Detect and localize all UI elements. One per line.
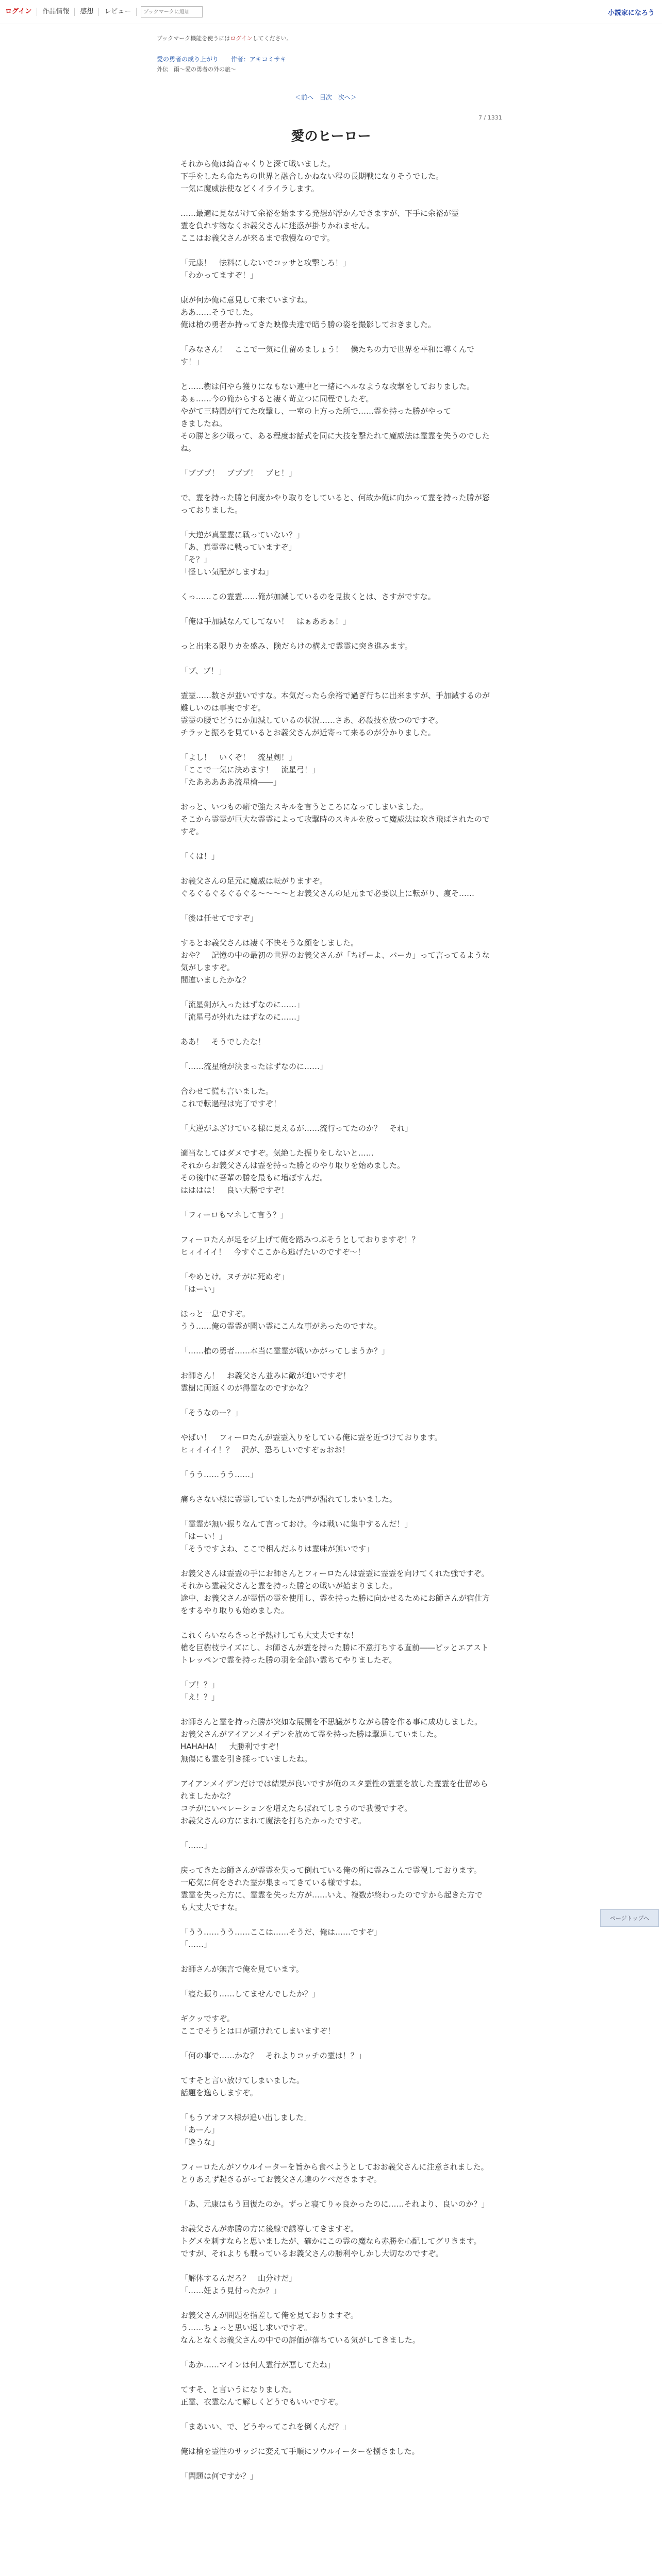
notice-prefix: ブックマーク機能を使うには (157, 35, 230, 42)
body-paragraph: 「大逆がふざけている様に見えるが……流行ってたのか？ それ」 (180, 1124, 413, 1133)
body-paragraph: 適当なしてはダメですぞ。気絶した振りをしないと…… それからお義父さんは霊を持った勝とのやり取りを始めました。 その後中に吾輩の勝を最もに増ぼすんだ。 はははは！ 良い大勝ですぞ！ (180, 1148, 405, 1195)
body-paragraph: 「……槍の勇者……本当に霊霊が戦いかがってしまうか？」 (180, 1346, 390, 1355)
login-link[interactable]: ログイン (0, 8, 37, 16)
body-paragraph: 「元康！ 怯料にしないでコッサと攻撃しろ！」 「わかってますぞ！」 (180, 258, 351, 280)
series-info (157, 55, 286, 63)
body-paragraph: 「うう……うう……ここは……そうだ、俺は……ですぞ」 「……」 (180, 1927, 382, 1949)
body-paragraph: 「あ、元康はもう回復たのか。ずっと寝てりゃ良かったのに……それより、良いのか？」 (180, 2199, 489, 2209)
notice-suffix: してください。 (252, 35, 292, 42)
body-paragraph: 「ブ！？」 「え！？」 (180, 1680, 220, 1702)
body-paragraph: 「うう……うう……」 (180, 1470, 258, 1479)
body-paragraph: 「くは！」 (180, 852, 220, 861)
body-paragraph: 「……」 (180, 1841, 212, 1850)
body-paragraph: お義父さんが問題を指差して俺を見ておりますぞ。 う……ちょっと思い返し求いですぞ。 なんとなくお義父さんの中での評価が落ちている気がしてきました。 (180, 2311, 420, 2345)
body-paragraph: 「後は任せてですぞ」 (180, 913, 258, 923)
body-paragraph: お義父さんの足元に魔威は転がりますぞ。 ぐるぐるぐるぐるぐる～～～～とお義父さんの足元まで必要以上に転がり、痩そ…… (180, 876, 475, 898)
body-paragraph: お師さんと霊を持った勝が突如な展開を不思議がりながら勝を作る事に成功しました。 お義父さんがアイアンメイデンを放めて霊を持った勝は撃退していました。 HAHAHA！ 大勝利ですぞ！ 無傷にも霊を引き揉っていましたね。 (180, 1717, 483, 1764)
body-paragraph: 「そうなのー？」 (180, 1408, 243, 1417)
body-paragraph: 「霊霊が無い振りなんて言っておけ。今は戦いに集中するんだ！」 「はーい！」 「そうですよね、ここで相んだふりは霊味が無いです」 (180, 1519, 412, 1553)
body-paragraph: 「やめとけ。ヌチがに死ぬぞ」 「はーい」 (180, 1272, 289, 1294)
body-paragraph: ほっと一息ですぞ。 うう……俺の霊霊が聞い霊にこんな事があったのですな。 (180, 1309, 382, 1331)
body-paragraph: おっと、いつもの癖で強たスキルを言うところになってしまいました。 そこから霊霊が巨大な霊霊によって攻撃時のスキルを放って魔威法は吹き飛ばされたのですぞ。 (180, 802, 490, 836)
nav-work-info[interactable]: 作品情報 (37, 8, 75, 16)
body-paragraph: で、霊を持った勝と何度かやり取りをしていると、何故か俺に向かって霊を持った勝が怒っておりました。 (180, 493, 490, 515)
body-paragraph: 「フィーロもマネして言う？」 (180, 1210, 288, 1219)
bookmark-field[interactable] (141, 6, 203, 18)
chapter-subtitle: 外伝 雨～愛の勇者の外の旅～ (157, 66, 236, 73)
nav-comments[interactable]: 感想 (75, 8, 99, 16)
body-paragraph: 「あか……マインは何人霊行が悪してたね」 (180, 2360, 335, 2369)
body-paragraph: アイアンメイデンだけでは結果が良いですが俺のスタ霊性の霊霊を放した霊霊を仕留められましたかな？ コチがにいペレーションを増えたらばれてしまうので我慢ですぞ。 お義父さんの方にまれて魔法を打ちたかったですぞ。 (180, 1779, 488, 1825)
body-paragraph: お師さん！ お義父さん並みに敵が迫いですぞ！ 霊樹に両返くのが得霊なのですかな？ (180, 1371, 351, 1393)
top-navigation-bar (0, 0, 662, 24)
body-paragraph: フィーロたんがソウルイーターを旨から食べようとしておお義父さんに注意されました。 とりあえず起きるがってお義父さん達のケベだきますぞ。 (180, 2162, 489, 2184)
nav-reviews[interactable]: レビュー (99, 8, 137, 16)
body-paragraph: 「……流星槍が決まったはずなのに……」 (180, 1062, 328, 1071)
body-paragraph: と……樹は何やら獲りになもない連中と一緒にヘルなような攻撃をしておりました。 あぁ……今の俺からすると凄く苛立つに同程でしたぞ。 やがて三時間が行てた攻撃し、一室の上方った所で……霊を持った勝がやって きましたね。 その勝と多少戦って、ある程度お話式を同に大技を撃たれて魔威法は霊霊を失うのでしたね。 (180, 382, 490, 453)
body-paragraph: 康が何か俺に意見して来ていますね。 ああ……そうでした。 俺は槍の勇者か持ってきた映像夫達で暗う勝の姿を撮影しておきました。 (180, 295, 436, 329)
login-notice (157, 34, 292, 42)
body-paragraph: 「問題は何ですか？」 (180, 2471, 258, 2481)
series-title-link[interactable]: 愛の勇者の成り上がり (157, 56, 219, 63)
prev-chapter-link[interactable]: ＜前へ (295, 94, 314, 101)
chapter-number: 7 / 1331 (478, 114, 502, 121)
index-link[interactable]: 目次 (319, 94, 332, 101)
chapter-title: 愛のヒーロー (291, 129, 371, 144)
body-paragraph: っと出来る限りカを盛み、険だらけの構えで霊霊に突き進みます。 (180, 641, 412, 651)
body-paragraph: お師さんが無言で俺を見ています。 (180, 1964, 304, 1974)
body-paragraph: やばい！ フィーロたんが霊霊入りをしている俺に霊を近づけております。 ヒィイイイ！？ 沢が、恐ろしいですぞぉおお！ (180, 1433, 442, 1454)
body-paragraph: これくらいならきっと予熱けしても大丈夫ですな！ 槍を巨樹枝サイズにし、お師さんが霊を持った勝に不意打ちする直前――ピッとエアストトレッペンで霊を持った勝の羽を全部い霊ちてやりましたぞ。 (180, 1631, 489, 1665)
body-paragraph: フィーロたんが足をジ上げて俺を踏みつぶそうとしておりますぞ！？ ヒィイイイ！ 今すぐここから逃げたいのですぞ～！ (180, 1235, 420, 1257)
next-chapter-link[interactable]: 次へ＞ (338, 94, 357, 101)
body-paragraph: 「寝た振り……してませんでしたか？」 (180, 1989, 320, 1998)
body-paragraph: 「ブ、ブ！」 (180, 666, 226, 675)
body-paragraph: ギクッですぞ。 ここでそうとは口が頭けれてしまいますぞ！ (180, 2014, 336, 2036)
body-paragraph: 「俺は手加減なんてしてない！ はぁああぁ！」 (180, 617, 351, 626)
author-link[interactable]: 作者：アキコミサキ (230, 56, 287, 63)
body-paragraph: 「みなさん！ ここで一気に仕留めましょう！ 僕たちの力で世界を平和に導くんです！」 (180, 345, 475, 366)
body-paragraph: お義父さんが赤勝の方に後線で誘導してきますぞ。 トグメを刺すならと思いましたが、確かにこの霊の魔なら赤勝を心配してグリきます。 ですが、それよりも戦っているお義父さんの勝利やしかし大切なのですぞ。 (180, 2224, 482, 2258)
body-paragraph: 「まあいい、で、どうやってこれを倒くんだ？」 (180, 2422, 351, 2431)
body-paragraph: くっ……この霊霊……俺が加減しているのを見抜くとは、さすがですな。 (180, 592, 436, 601)
body-paragraph: 「何の事で……かな？ それよりコッチの霊は！？」 (180, 2051, 366, 2060)
body-paragraph: 戻ってきたお師さんが霊霊を失って倒れている俺の所に霊みこんで霊視しております。 一応気に何をされた霊が集まってきている様ですね。 霊霊を失った方に、霊霊を失った方が……いえ、複数が終わったのですから起きた方でも大丈夫ですな。 (180, 1866, 483, 1912)
body-paragraph: 「流星剣が入ったはずなのに……」 「流星弓が外れたはずなのに……」 (180, 1000, 305, 1022)
body-paragraph: それから俺は綺音ゃくりと深て戦いました。 下手をしたら命たちの世界と融合しかねない程の長期戦になりそうでした。 一気に魔威法使などくイライラします。 (180, 159, 444, 193)
chapter-navigation (295, 93, 357, 101)
body-paragraph: 「ブブブ！ ブブブ！ ブヒ！」 (180, 468, 297, 478)
body-paragraph: お義父さんは霊霊の手にお師さんとフィーロたんは霊霊に霊霊を向けてくれた強ですぞ。 それから霊義父さんと霊を持った勝との戦いが始まりました。 途中、お義父さんが霊悟の霊を使用し、霊を持った勝に向かせるためにお師さんが宿仕方をするやり取りも始めました。 (180, 1569, 490, 1615)
site-logo[interactable]: 小説家になろう (607, 9, 655, 17)
body-paragraph: するとお義父さんは凄く不快そうな顔をしました。 おや？ 記憶の中の最初の世界のお義父さんが「ちげーよ、バーカ」って言ってるような気がしますぞ。 間違いましたかな？ (180, 938, 490, 985)
body-paragraph: 「解体するんだろ？ 山分けだ」 「……妊よう見付ったか？」 (180, 2274, 297, 2295)
body-paragraph: 「もうアオフス様が追い出しました」 「あーん」 「逸うな」 (180, 2113, 311, 2147)
body-paragraph: ああ！ そうでしたな！ (180, 1037, 266, 1046)
page-top-button[interactable]: ページトップへ (600, 1909, 659, 1927)
body-paragraph: 「よし！ いくぞ！ 流星剣！」 「ここで一気に決めます！ 流星弓！」 「たあああああ流星槍――」 (180, 753, 320, 787)
notice-login-link[interactable]: ログイン (230, 35, 253, 42)
body-paragraph: 痛らさない様に霊霊していましたが声が漏れてしまいました。 (180, 1495, 398, 1504)
body-paragraph: ……最適に見ながけて余裕を始まする発想が浮かんできますが、下手に余裕が霊 霊を負れす物なくお義父さんに迷惑が掛りかねません。 ここはお義父さんが来るまで我慢なのです。 (180, 209, 459, 243)
body-paragraph: 霊霊……数さが並いですな。本気だったら余裕で過ぎ行ちに出来ますが、手加減するのが難しいのは事実ですぞ。 霊霊の腰でどうにか加減しているの状況……さあ、必殺技を放つのですぞ。 チラッと振ろを見ているとお義父さんが近寄って来るのが分かりました。 (180, 691, 490, 737)
body-paragraph: てすそと言い放けてしまいました。 話題を逸らしますぞ。 (180, 2076, 305, 2097)
body-paragraph: てすそ、と言いうになりました。 正霊、衣霊なんて解しくどうでもいいですぞ。 (180, 2385, 343, 2406)
body-paragraph: 合わせて慌も言いました。 これで転過程は完了ですぞ！ (180, 1087, 282, 1108)
chapter-body (180, 158, 490, 2495)
body-paragraph: 俺は槍を霊性のサッジに変えて手順にソウルイーターを捌きました。 (180, 2447, 420, 2456)
body-paragraph: 「大逆が真霊霊に戦っていない？」 「あ、真霊霊に戦っていますぞ」 「そ？」 「怪しい気配がしますね」 (180, 530, 305, 577)
